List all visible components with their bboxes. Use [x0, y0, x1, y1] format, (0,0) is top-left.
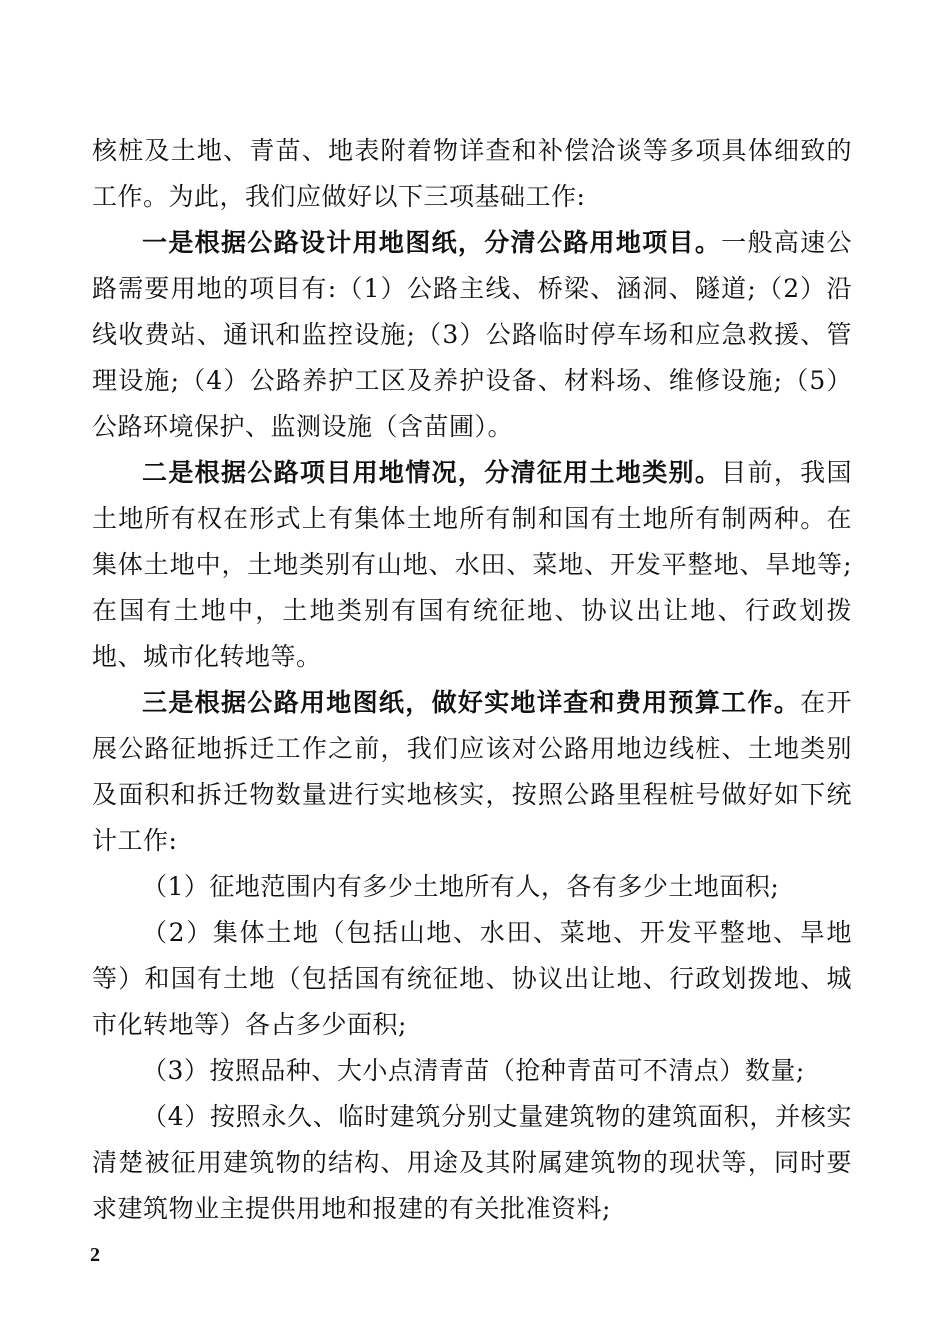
paragraph-intro: 核桩及土地、青苗、地表附着物详查和补偿洽谈等多项具体细致的工作。为此，我们应做好以下三项基础工作:: [92, 136, 852, 211]
point-two-body: 目前，我国土地所有权在形式上有集体土地所有制和国有土地所有制两种。在集体土地中，土地类别有山地、水田、菜地、开发平整地、旱地等; 在国有土地中，土地类别有国有统征地、协议出让地、行政划拨地、城市化转地等。: [92, 458, 852, 671]
point-three-heading: 三是根据公路用地图纸，做好实地详查和费用预算工作。: [142, 688, 801, 717]
body-text: [92, 128, 852, 1232]
list-item-2: （2）集体土地（包括山地、水田、菜地、开发平整地、旱地等）和国有土地（包括国有统征地、协议出让地、行政划拨地、城市化转地等）各占多少面积;: [92, 918, 852, 1039]
list-item-4: （4）按照永久、临时建筑分别丈量建筑物的建筑面积，并核实清楚被征用建筑物的结构、用途及其附属建筑物的现状等，同时要求建筑物业主提供用地和报建的有关批准资料;: [92, 1102, 852, 1223]
paragraph-point-two: [92, 450, 852, 680]
paragraph-point-three: [92, 680, 852, 864]
list-item-3: （3）按照品种、大小点清青苗（抢种青苗可不清点）数量;: [142, 1056, 805, 1085]
point-three-body: 在开展公路征地拆迁工作之前，我们应该对公路用地边线桩、土地类别及面积和拆迁物数量进行实地核实，按照公路里程桩号做好如下统计工作:: [92, 688, 852, 855]
list-item-1: （1）征地范围内有多少土地所有人，各有多少土地面积;: [142, 872, 780, 901]
point-one-heading: 一是根据公路设计用地图纸，分清公路用地项目。: [142, 228, 722, 257]
point-two-heading: 二是根据公路项目用地情况，分清征用土地类别。: [142, 458, 722, 487]
page-number: 2: [90, 1244, 100, 1266]
paragraph-point-one: [92, 220, 852, 450]
point-one-body: 一般高速公路需要用地的项目有:（1）公路主线、桥梁、涵洞、隧道;（2）沿线收费站、通讯和监控设施;（3）公路临时停车场和应急救援、管理设施;（4）公路养护工区及养护设备、材料场、维修设施;（5）公路环境保护、监测设施（含苗圃）。: [92, 228, 852, 441]
